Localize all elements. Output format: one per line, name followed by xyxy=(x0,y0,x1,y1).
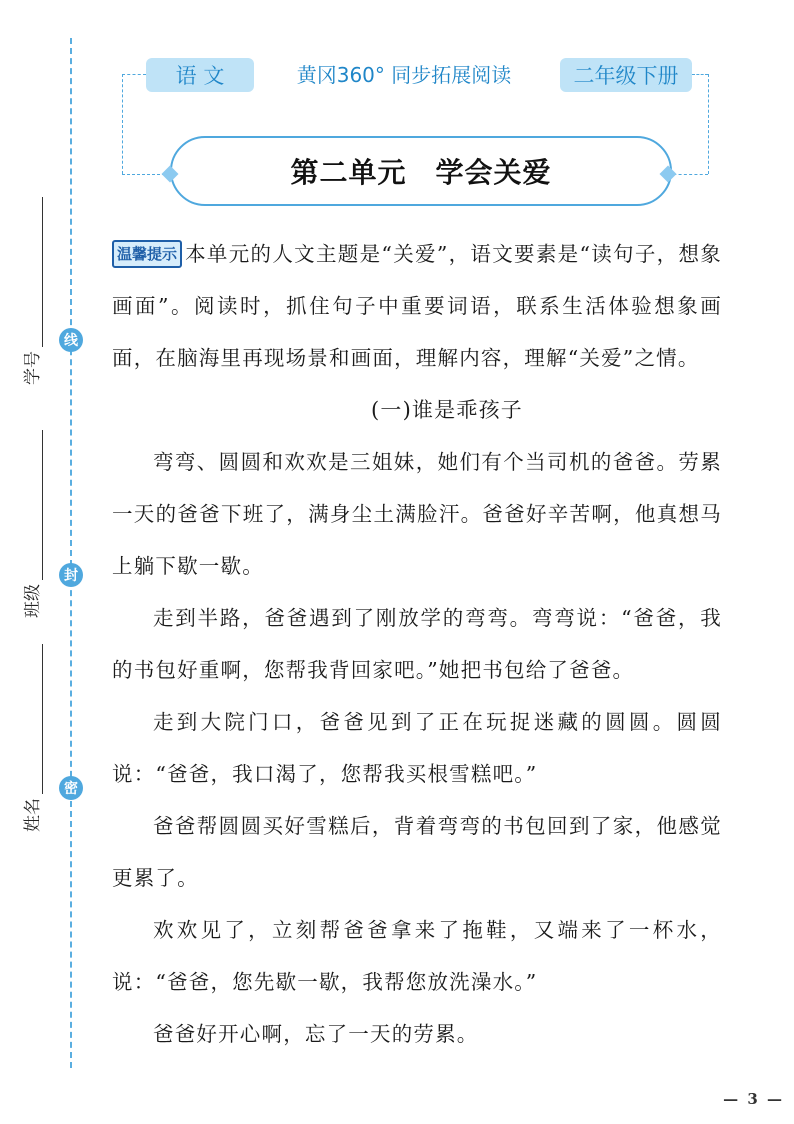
header-dash-top-left xyxy=(122,74,146,75)
class-field xyxy=(18,430,43,618)
binding-mark-secret: 密 xyxy=(59,776,83,800)
name-blank[interactable] xyxy=(24,644,43,794)
student-id-label: 学号 xyxy=(23,351,43,385)
header-dash-top-right xyxy=(692,74,708,75)
student-id-field xyxy=(18,197,43,385)
story-paragraph: 弯弯、圆圆和欢欢是三姐妹，她们有个当司机的爸爸。劳累一天的爸爸下班了，满身尘土满脸汗。爸爸好辛苦啊，他真想马上躺下歇一歇。 xyxy=(112,450,722,578)
subject-tag: 语 文 xyxy=(146,58,254,92)
name-field xyxy=(18,644,43,832)
name-label: 姓名 xyxy=(23,798,43,832)
header-dash-left xyxy=(122,74,123,174)
story-paragraph: 爸爸帮圆圆买好雪糕后，背着弯弯的书包回到了家，他感觉更累了。 xyxy=(112,814,722,890)
series-title: 黄冈360° 同步拓展阅读 xyxy=(296,63,512,87)
unit-title-box xyxy=(170,136,672,206)
tip-label: 温馨提示 xyxy=(112,240,182,268)
class-label: 班级 xyxy=(23,584,43,618)
page-number: — 3 — xyxy=(723,1090,784,1108)
binding-mark-seal: 封 xyxy=(59,563,83,587)
student-id-blank[interactable] xyxy=(24,197,43,347)
binding-dashed-line xyxy=(70,38,72,1068)
grade-tag: 二年级下册 xyxy=(560,58,692,92)
story-paragraph: 欢欢见了，立刻帮爸爸拿来了拖鞋，又端来了一杯水，说：“爸爸，您先歇一歇，我帮您放洗澡水。” xyxy=(112,918,722,994)
binding-mark-line: 线 xyxy=(59,328,83,352)
tip-text: 本单元的人文主题是“关爱”，语文要素是“读句子，想象画面”。阅读时，抓住句子中重要词语，联系生活体验想象画面，在脑海里再现场景和画面，理解内容，理解“关爱”之情。 xyxy=(112,242,722,370)
story-paragraph: 走到大院门口，爸爸见到了正在玩捉迷藏的圆圆。圆圆说：“爸爸，我口渴了，您帮我买根雪糕吧。” xyxy=(112,710,722,786)
story-paragraph: 爸爸好开心啊，忘了一天的劳累。 xyxy=(153,1022,479,1046)
class-blank[interactable] xyxy=(24,430,43,580)
page-content xyxy=(112,228,722,1060)
story-title: (一)谁是乖孩子 xyxy=(371,398,523,422)
unit-title: 第二单元 学会关爱 xyxy=(290,156,552,189)
tip-paragraph xyxy=(112,228,722,384)
header-dash-right xyxy=(708,74,709,174)
story-paragraph: 走到半路，爸爸遇到了刚放学的弯弯。弯弯说：“爸爸，我的书包好重啊，您帮我背回家吧。”她把书包给了爸爸。 xyxy=(112,606,722,682)
